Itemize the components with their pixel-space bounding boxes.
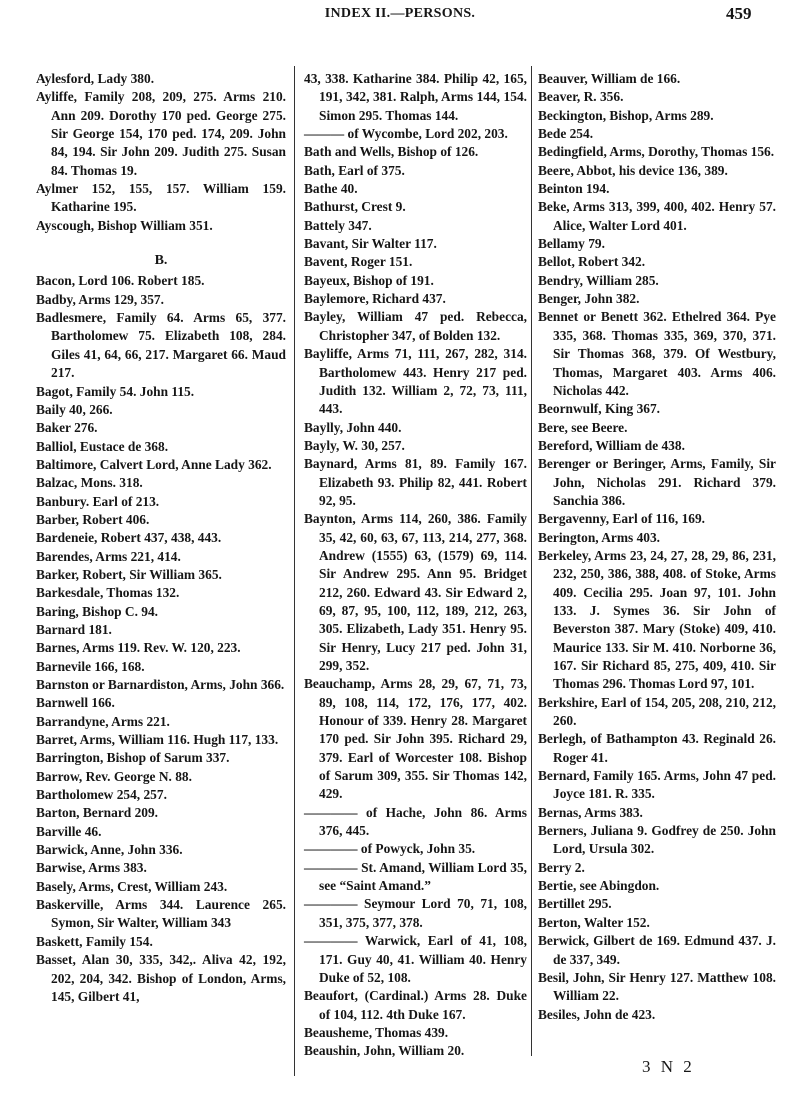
index-entry: Ayliffe, Family 208, 209, 275. Arms 210. Ann 209. Dorothy 170 ped. George 275. Sir George 154, 170 ped. 174, 209. John 84, 194. Sir John 209. Judith 275. Susan 84. Thomas 19. <box>36 89 286 178</box>
index-entry: Barendes, Arms 221, 414. <box>36 548 181 564</box>
index-entry: Barker, Robert, Sir William 365. <box>36 566 222 582</box>
index-entry: Baker 276. <box>36 420 98 436</box>
index-entry: Bacon, Lord 106. Robert 185. <box>36 273 205 289</box>
index-entry: Baylemore, Richard 437. <box>304 291 446 307</box>
index-entry: Bath and Wells, Bishop of 126. <box>304 144 479 160</box>
index-entry: Barwick, Anne, John 336. <box>36 842 183 858</box>
signature-mark: 3 N 2 <box>642 1057 695 1076</box>
index-entry: Benger, John 382. <box>538 291 640 307</box>
index-entry: Berington, Arms 403. <box>538 529 660 545</box>
index-entry: Barnes, Arms 119. Rev. W. 120, 223. <box>36 640 241 656</box>
index-entry: Berkshire, Earl of 154, 205, 208, 210, 212, 260. <box>538 694 776 729</box>
index-entry: Bavent, Roger 151. <box>304 254 413 270</box>
index-entry: Basset, Alan 30, 335, 342,. Aliva 42, 192, 202, 204, 342. Bishop of London, Arms, 145, Gilbert 41, <box>36 952 286 1004</box>
index-entry: Beckington, Bishop, Arms 289. <box>538 107 714 123</box>
index-entry: Bennet or Benett 362. Ethelred 364. Pye 335, 368. Thomas 335, 369, 370, 371. Sir Thomas 368, 379. Of Westbury, Thomas, Margaret 403. Arms 406. Nicholas 442. <box>538 309 776 398</box>
index-entry: Bavant, Sir Walter 117. <box>304 236 437 252</box>
index-entry: Beornwulf, King 367. <box>538 401 661 417</box>
column-divider <box>531 66 532 1056</box>
index-entry: Bartholomew 254, 257. <box>36 787 167 803</box>
index-entry: Bere, see Beere. <box>538 419 628 435</box>
index-entry: Bede 254. <box>538 126 594 142</box>
index-entry: Barnard 181. <box>36 621 112 637</box>
index-entry: Beauchamp, Arms 28, 29, 67, 71, 73, 89, 108, 114, 172, 176, 177, 402. Honour of 339. Henry 28. Margaret 170 ped. Sir John 395. Richard 29, 379. Earl of Worcester 108. Bishop of Sarum 309, 355. Sir Thomas 142, 429. <box>304 676 527 802</box>
index-entry: Bernas, Arms 383. <box>538 804 643 820</box>
index-entry: Bathurst, Crest 9. <box>304 199 406 215</box>
index-entry: ———— of Hache, John 86. Arms 376, 445. <box>304 804 527 839</box>
index-entry: Bertillet 295. <box>538 896 612 912</box>
index-entry: Bath, Earl of 375. <box>304 162 405 178</box>
index-column-3 <box>538 70 776 1024</box>
index-entry: Beke, Arms 313, 399, 400, 402. Henry 57. Alice, Walter Lord 401. <box>538 199 776 233</box>
index-entry: Aylmer 152, 155, 157. William 159. Katharine 195. <box>36 181 286 215</box>
index-entry: Balzac, Mons. 318. <box>36 475 143 491</box>
index-column-2 <box>304 70 527 1061</box>
index-entry: Baring, Bishop C. 94. <box>36 603 159 619</box>
index-entry: Barnston or Barnardiston, Arms, John 366. <box>36 677 285 692</box>
index-entry: Berry 2. <box>538 859 585 875</box>
column-divider <box>294 66 295 1076</box>
index-entry: Bereford, William de 438. <box>538 437 685 453</box>
index-entry: Beaufort, (Cardinal.) Arms 28. Duke of 104, 112. 4th Duke 167. <box>304 988 527 1022</box>
index-entry: Beauver, William de 166. <box>538 71 681 86</box>
index-entry: Barrow, Rev. George N. 88. <box>36 768 192 784</box>
index-entry: Barret, Arms, William 116. Hugh 117, 133. <box>36 732 279 748</box>
index-entry: Barrandyne, Arms 221. <box>36 713 170 729</box>
index-entry: Baynard, Arms 81, 89. Family 167. Elizabeth 93. Philip 82, 441. Robert 92, 95. <box>304 456 527 508</box>
index-entry: Baylly, John 440. <box>304 419 402 435</box>
index-entry: Bathe 40. <box>304 181 358 197</box>
index-entry: Bernard, Family 165. Arms, John 47 ped. Joyce 181. R. 335. <box>538 768 776 802</box>
index-entry: Barnwell 166. <box>36 695 115 711</box>
index-entry: Besil, John, Sir Henry 127. Matthew 108. William 22. <box>538 969 776 1004</box>
index-entry: Ayscough, Bishop William 351. <box>36 217 213 233</box>
index-entry: Berlegh, of Bathampton 43. Reginald 26. Roger 41. <box>538 731 776 765</box>
index-entry: Bellamy 79. <box>538 236 605 252</box>
index-entry: Baltimore, Calvert Lord, Anne Lady 362. <box>36 456 272 472</box>
running-header: INDEX II.—PERSONS. <box>324 6 476 21</box>
index-entry: Berwick, Gilbert de 169. Edmund 437. J. de 337, 349. <box>538 933 776 967</box>
index-entry: Battely 347. <box>304 217 372 233</box>
index-entry: Basely, Arms, Crest, William 243. <box>36 878 228 894</box>
index-entry: Bayley, William 47 ped. Rebecca, Christopher 347, of Bolden 132. <box>304 309 527 343</box>
index-entry: Badby, Arms 129, 357. <box>36 291 164 307</box>
index-entry: Barville 46. <box>36 823 102 839</box>
index-entry: Berenger or Beringer, Arms, Family, Sir John, Nicholas 291. Richard 379. Sanchia 386. <box>538 456 776 508</box>
index-entry: Badlesmere, Family 64. Arms 65, 377. Bartholomew 75. Elizabeth 108, 284. Giles 41, 64, 66, 217. Margaret 66. Maud 217. <box>36 310 286 381</box>
index-entry: Bendry, William 285. <box>538 272 659 288</box>
index-entry: Berners, Juliana 9. Godfrey de 250. John Lord, Ursula 302. <box>538 823 776 857</box>
index-entry: Baskerville, Arms 344. Laurence 265. Symon, Sir Walter, William 343 <box>36 897 286 931</box>
index-entry: Beaushin, John, William 20. <box>304 1043 465 1059</box>
index-entry: Beaver, R. 356. <box>538 89 624 105</box>
index-entry: ———— St. Amand, William Lord 35, see “Saint Amand.” <box>304 859 527 894</box>
index-entry: Bayeux, Bishop of 191. <box>304 272 434 288</box>
index-entry: Bertie, see Abingdon. <box>538 878 660 894</box>
index-entry: Bagot, Family 54. John 115. <box>36 383 195 399</box>
index-entry: Beinton 194. <box>538 181 610 197</box>
index-entry: Baynton, Arms 114, 260, 386. Family 35, 42, 60, 63, 67, 113, 214, 277, 368. Andrew (1555) 63, (1579) 69, 114. Sir Andrew 295. Ann 95. Bridget 212, 260. Edward 43. Sir Edward 2, 69, 87, 95, 100, 112, 189, 212, 263, 305. Elizabeth, Lady 351. Henry 95. Sir Henry, Lucy 217 ped. John 31, 299, 352. <box>304 511 527 673</box>
index-entry: Barkesdale, Thomas 132. <box>36 585 180 601</box>
page-number: 459 <box>726 4 752 23</box>
index-entry: Barrington, Bishop of Sarum 337. <box>36 750 230 766</box>
index-entry: Besiles, John de 423. <box>538 1006 656 1022</box>
index-entry: Aylesford, Lady 380. <box>36 71 155 86</box>
index-entry: 43, 338. Katharine 384. Philip 42, 165, 191, 342, 381. Ralph, Arms 144, 154. Simon 295. Thomas 144. <box>304 71 527 123</box>
index-entry: Bergavenny, Earl of 116, 169. <box>538 511 706 527</box>
index-entry: ———— Warwick, Earl of 41, 108, 171. Guy 40, 41. William 40. Henry Duke of 52, 108. <box>304 933 527 985</box>
index-entry: Beere, Abbot, his device 136, 389. <box>538 162 728 178</box>
index-entry: Bayly, W. 30, 257. <box>304 437 405 453</box>
index-entry: ——— of Wycombe, Lord 202, 203. <box>304 126 508 142</box>
index-entry: Baily 40, 266. <box>36 401 113 417</box>
index-entry: Bedingfield, Arms, Dorothy, Thomas 156. <box>538 144 775 160</box>
index-entry: Barton, Bernard 209. <box>36 805 158 821</box>
index-entry: Balliol, Eustace de 368. <box>36 438 169 454</box>
index-entry: Baskett, Family 154. <box>36 933 153 949</box>
index-entry: ———— Seymour Lord 70, 71, 108, 351, 375, 377, 378. <box>304 896 527 930</box>
index-entry: Barwise, Arms 383. <box>36 860 147 876</box>
index-column-1 <box>36 70 286 1006</box>
index-entry: Beausheme, Thomas 439. <box>304 1024 449 1040</box>
index-entry: Bardeneie, Robert 437, 438, 443. <box>36 530 222 546</box>
index-entry: Bayliffe, Arms 71, 111, 267, 282, 314. Bartholomew 443. Henry 217 ped. Judith 132. William 2, 72, 73, 111, 443. <box>304 346 527 417</box>
section-heading-b: B. <box>154 253 168 269</box>
index-entry: Berton, Walter 152. <box>538 914 650 930</box>
index-entry: Berkeley, Arms 23, 24, 27, 28, 29, 86, 231, 232, 250, 386, 388, 408. of Stoke, Arms 409. Cecilia 295. Joan 97, 101. John 133. J. Symes 36. Sir John of Beverston 387. Mary (Stoke) 409, 410. Maurice 133. Sir M. 410. Norborne 36, 167. Sir Richard 85, 275, 409, 410. Sir Thomas 296. Thomas Lord 97, 101. <box>538 547 776 692</box>
index-entry: ———— of Powyck, John 35. <box>304 841 476 857</box>
index-entry: Barber, Robert 406. <box>36 511 150 527</box>
index-entry: Banbury. Earl of 213. <box>36 493 160 509</box>
index-entry: Bellot, Robert 342. <box>538 254 646 270</box>
index-entry: Barnevile 166, 168. <box>36 658 145 674</box>
